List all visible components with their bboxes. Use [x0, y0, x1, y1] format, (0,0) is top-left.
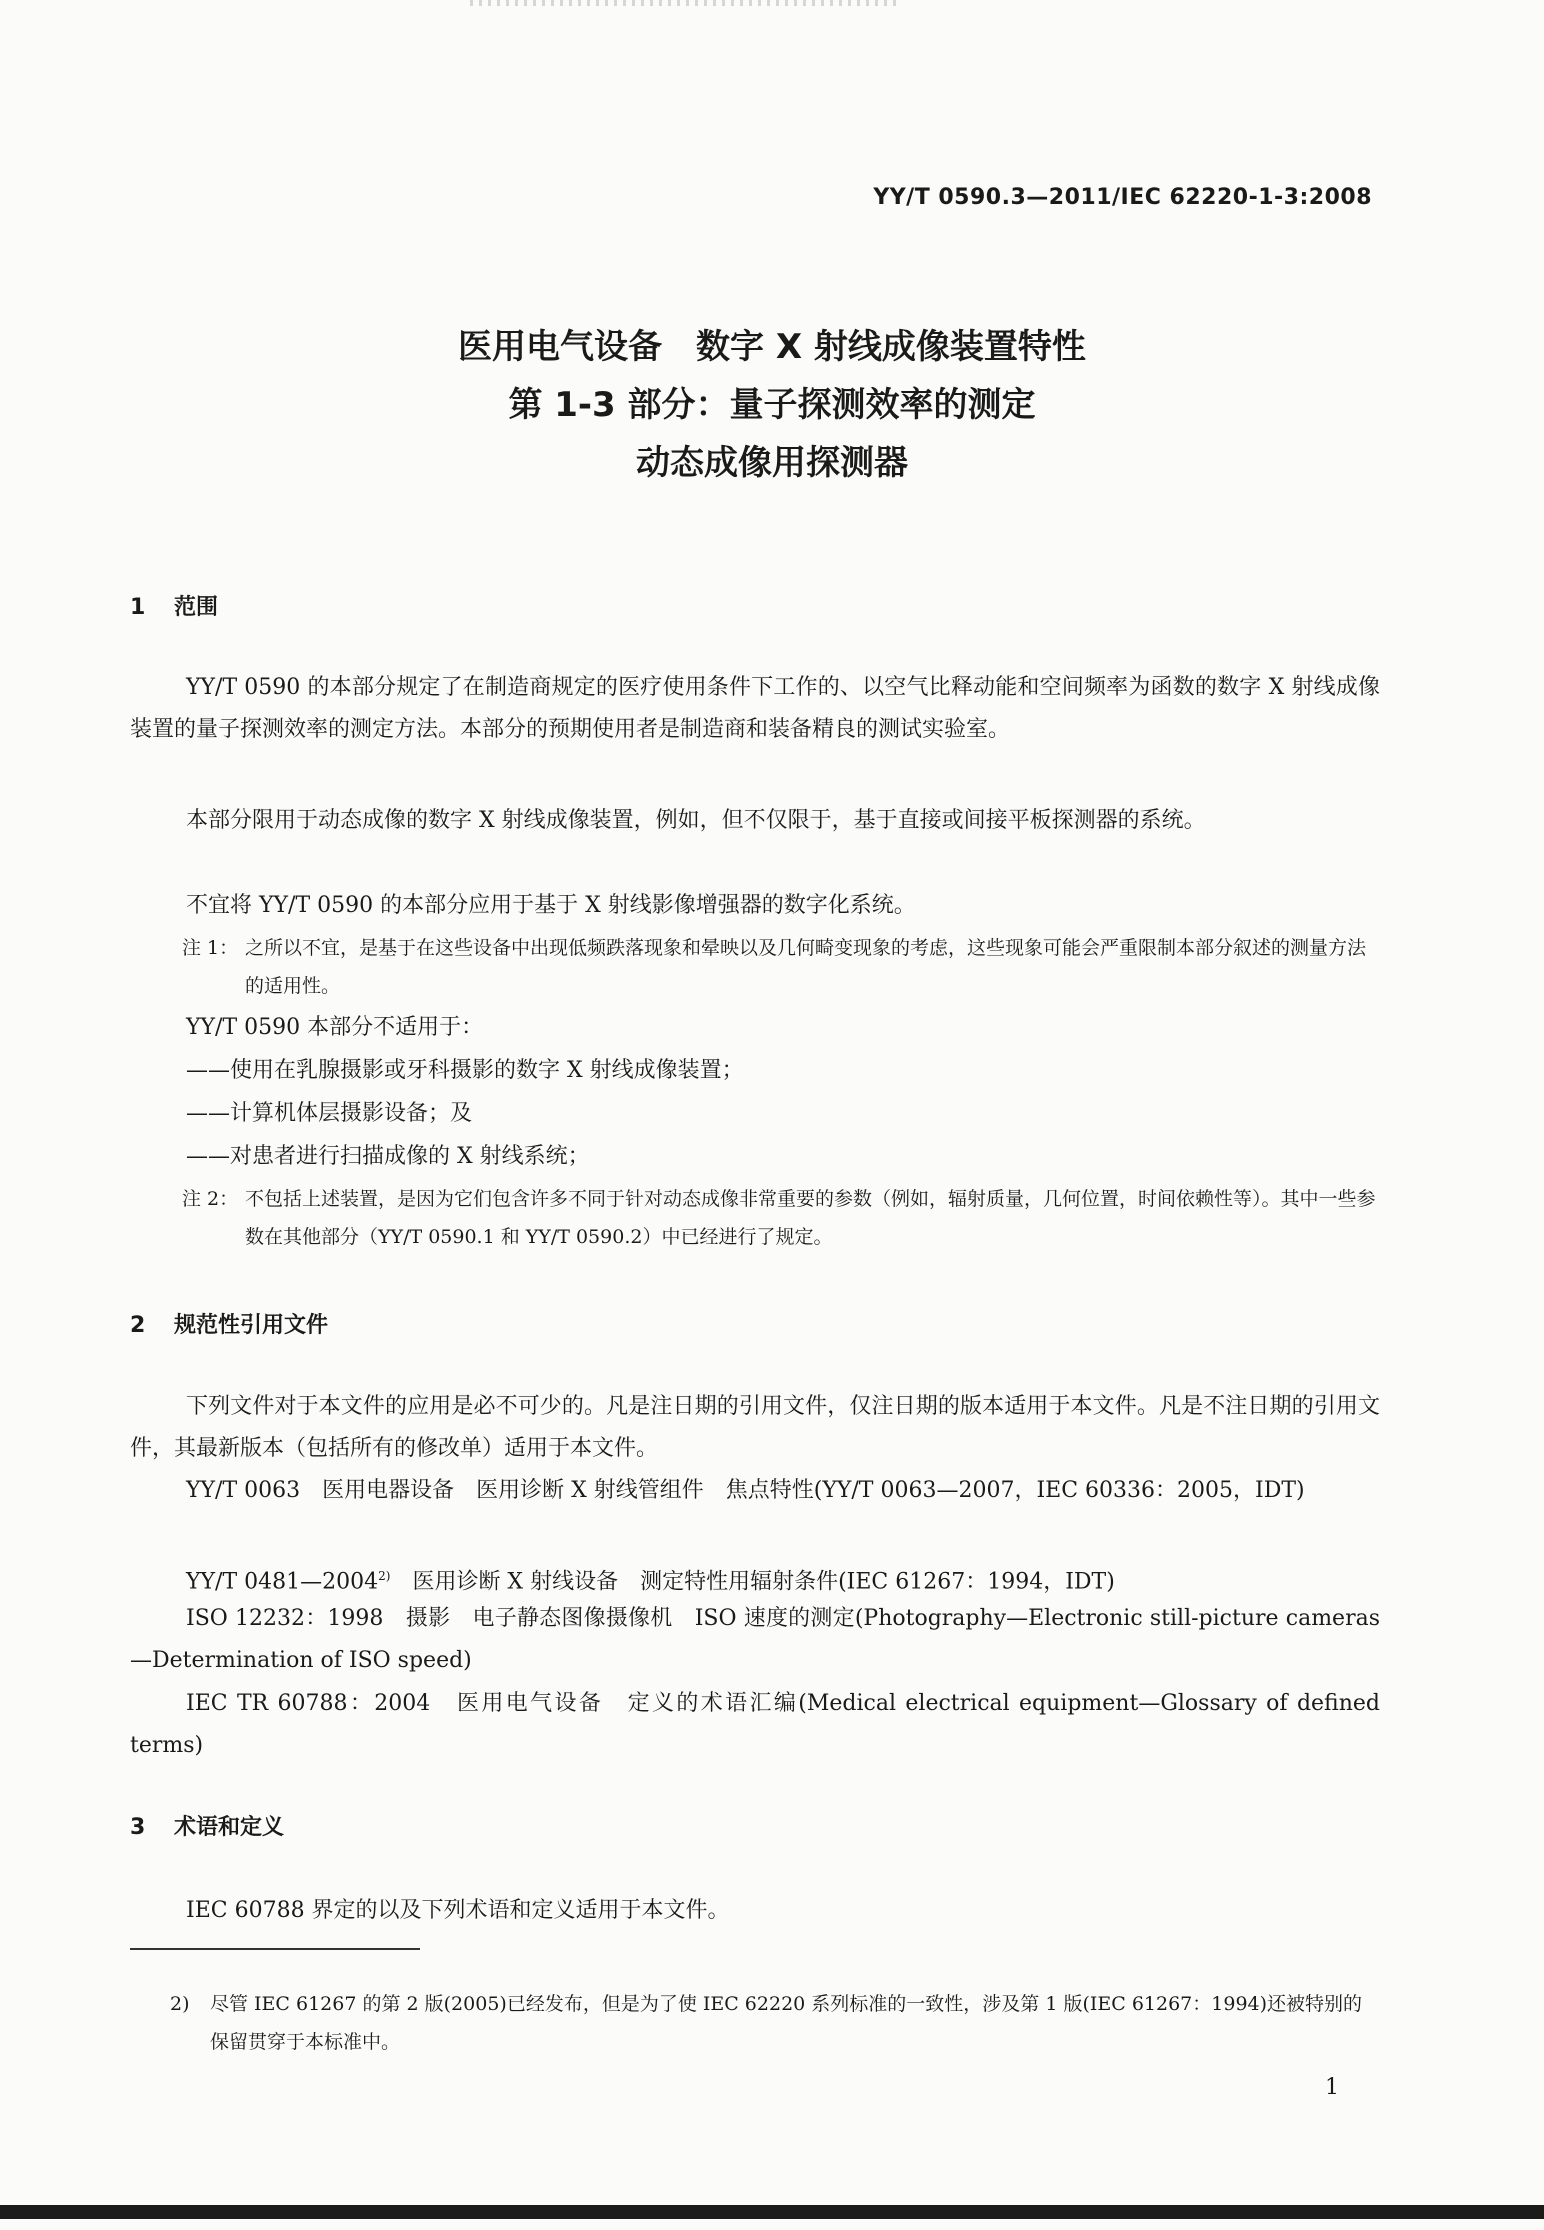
title-line-2: 第 1-3 部分：量子探测效率的测定 [508, 385, 1036, 425]
note-label: 注 1： [182, 937, 239, 959]
note-text: 之所以不宜，是基于在这些设备中出现低频跌落现象和晕映以及几何畸变现象的考虑，这些现象可能会严重限制本部分叙述的测量方法的适用性。 [245, 937, 1367, 997]
section-title: 规范性引用文件 [174, 1313, 329, 1338]
list-item: ——对患者进行扫描成像的 X 射线系统； [186, 1144, 590, 1169]
list-item: ——计算机体层摄影设备；及 [186, 1101, 473, 1126]
note-2 [182, 1180, 1380, 1256]
footnote-ref: 2) [378, 1569, 391, 1583]
paragraph: YY/T 0590 本部分不适用于： [186, 1015, 484, 1040]
paragraph: IEC 60788 界定的以及下列术语和定义适用于本文件。 [186, 1898, 730, 1923]
footnote-mark: 2) [170, 1993, 190, 2015]
section-heading-1 [130, 590, 218, 621]
reference-item [130, 1555, 1380, 1603]
section-heading-2 [130, 1308, 328, 1339]
paragraph: 不宜将 YY/T 0590 的本部分应用于基于 X 射线影像增强器的数字化系统。 [186, 893, 916, 918]
scan-artifact [470, 0, 900, 6]
document-title [0, 318, 1544, 492]
section-number: 3 [130, 1815, 146, 1840]
section-number: 2 [130, 1313, 146, 1338]
reference-title: 医用诊断 X 射线设备 测定特性用辐射条件(IEC 61267：1994，IDT) [390, 1569, 1115, 1595]
section-title: 范围 [174, 595, 219, 620]
note-text: 不包括上述装置，是因为它们包含许多不同于针对动态成像非常重要的参数（例如，辐射质量，几何位置，时间依赖性等）。其中一些参数在其他部分（YY/T 0590.1 和 YY/T 0590.2）中已经进行了规定。 [245, 1188, 1376, 1248]
note-label: 注 2： [182, 1188, 239, 1210]
note-1 [182, 929, 1380, 1005]
title-line-3: 动态成像用探测器 [636, 443, 908, 483]
footnote-rule [130, 1948, 420, 1950]
section-number: 1 [130, 595, 146, 620]
paragraph: 本部分限用于动态成像的数字 X 射线成像装置，例如，但不仅限于，基于直接或间接平板探测器的系统。 [186, 808, 1206, 833]
page-number: 1 [1325, 2075, 1339, 2100]
section-heading-3 [130, 1810, 284, 1841]
reference-code: YY/T 0481—2004 [186, 1569, 379, 1595]
section-title: 术语和定义 [174, 1815, 285, 1840]
title-line-1: 医用电气设备 数字 X 射线成像装置特性 [458, 327, 1086, 367]
reference-item: IEC TR 60788：2004 医用电气设备 定义的术语汇编(Medical electrical equipment—Glossary of defined terms) [130, 1691, 1380, 1758]
standard-code: YY/T 0590.3—2011/IEC 62220-1-3:2008 [873, 185, 1372, 210]
reference-item: ISO 12232：1998 摄影 电子静态图像摄像机 ISO 速度的测定(Photography—Electronic still-picture cameras—Determination of ISO speed) [130, 1606, 1380, 1673]
footnote-text: 尽管 IEC 61267 的第 2 版(2005)已经发布，但是为了使 IEC 62220 系列标准的一致性，涉及第 1 版(IEC 61267：1994)还被特别的保留贯穿于本标准中。 [210, 1993, 1363, 2053]
paragraph: YY/T 0590 的本部分规定了在制造商规定的医疗使用条件下工作的、以空气比释动能和空间频率为函数的数字 X 射线成像装置的量子探测效率的测定方法。本部分的预期使用者是制造商和装备精良的测试实验室。 [130, 675, 1380, 742]
list-item: ——使用在乳腺摄影或牙科摄影的数字 X 射线成像装置； [186, 1058, 744, 1083]
scan-edge-bar [0, 2205, 1544, 2219]
reference-item: YY/T 0063 医用电器设备 医用诊断 X 射线管组件 焦点特性(YY/T 0063—2007，IEC 60336：2005，IDT) [186, 1478, 1305, 1503]
footnote [170, 1985, 1380, 2061]
paragraph: 下列文件对于本文件的应用是必不可少的。凡是注日期的引用文件，仅注日期的版本适用于本文件。凡是不注日期的引用文件，其最新版本（包括所有的修改单）适用于本文件。 [130, 1394, 1380, 1461]
